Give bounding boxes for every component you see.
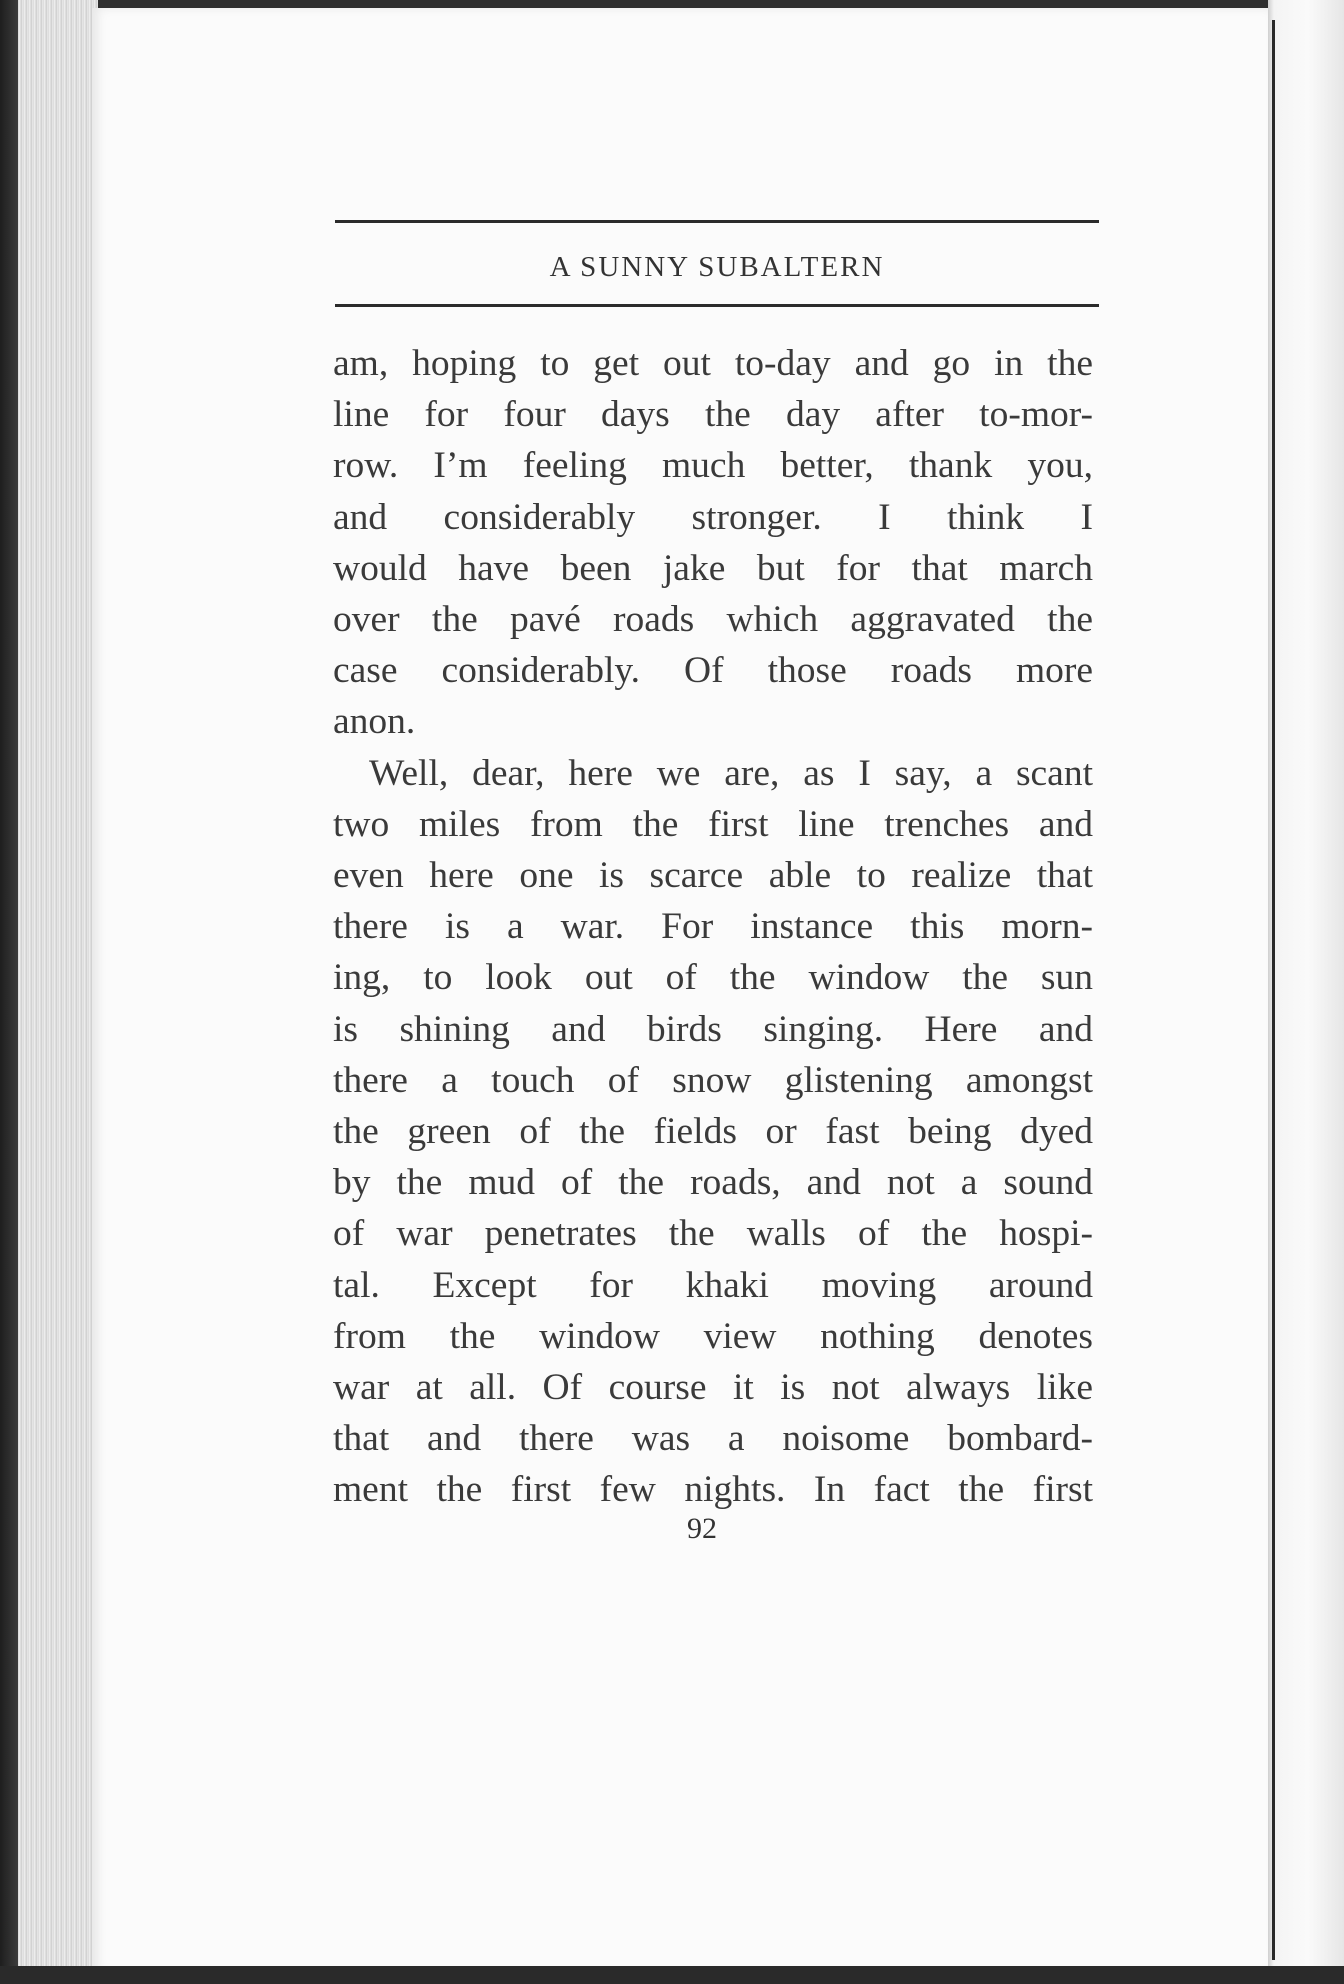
page-number: 92 [687, 1512, 717, 1545]
scan-bottom-edge [0, 1966, 1344, 1984]
text-line: and considerably stronger. I think I [333, 496, 1093, 538]
text-line: ment the first few nights. In fact the first [333, 1469, 1093, 1511]
text-line: of war penetrates the walls of the hospi- [333, 1213, 1093, 1255]
text-line: there is a war. For instance this morn- [333, 906, 1093, 948]
text-line: is shining and birds singing. Here and [333, 1008, 1093, 1050]
running-head-title: A SUNNY SUBALTERN [549, 251, 885, 283]
page-edges [18, 0, 98, 1984]
gutter-line [1272, 20, 1275, 1960]
text-line: would have been jake but for that march [333, 547, 1093, 589]
text-line: war at all. Of course it is not always like [333, 1367, 1093, 1409]
text-line: from the window view nothing denotes [333, 1315, 1093, 1357]
facing-page-edge [1268, 0, 1344, 1984]
text-line: over the pavé roads which aggravated the [333, 599, 1093, 641]
text-line: ing, to look out of the window the sun [333, 957, 1093, 999]
bottom-rule [335, 304, 1099, 307]
text-line: that and there was a noisome bombard- [333, 1418, 1093, 1460]
text-line: two miles from the first line trenches and [333, 803, 1093, 845]
text-line: tal. Except for khaki moving around [333, 1264, 1093, 1306]
text-line: anon. [333, 701, 416, 743]
text-line: line for four days the day after to-mor- [333, 394, 1093, 436]
text-line: even here one is scarce able to realize that [333, 855, 1093, 897]
text-line: the green of the fields or fast being dyed [333, 1111, 1093, 1153]
text-line: case considerably. Of those roads more [333, 650, 1093, 692]
body-text [333, 338, 1093, 1516]
text-line: row. I’m feeling much better, thank you, [333, 445, 1093, 487]
running-head [335, 220, 1099, 307]
text-line: am, hoping to get out to-day and go in the [333, 343, 1093, 384]
text-line: there a touch of snow glistening amongst [333, 1059, 1093, 1101]
text-line: by the mud of the roads, and not a sound [333, 1162, 1093, 1204]
text-line: Well, dear, here we are, as I say, a scant [369, 752, 1093, 794]
